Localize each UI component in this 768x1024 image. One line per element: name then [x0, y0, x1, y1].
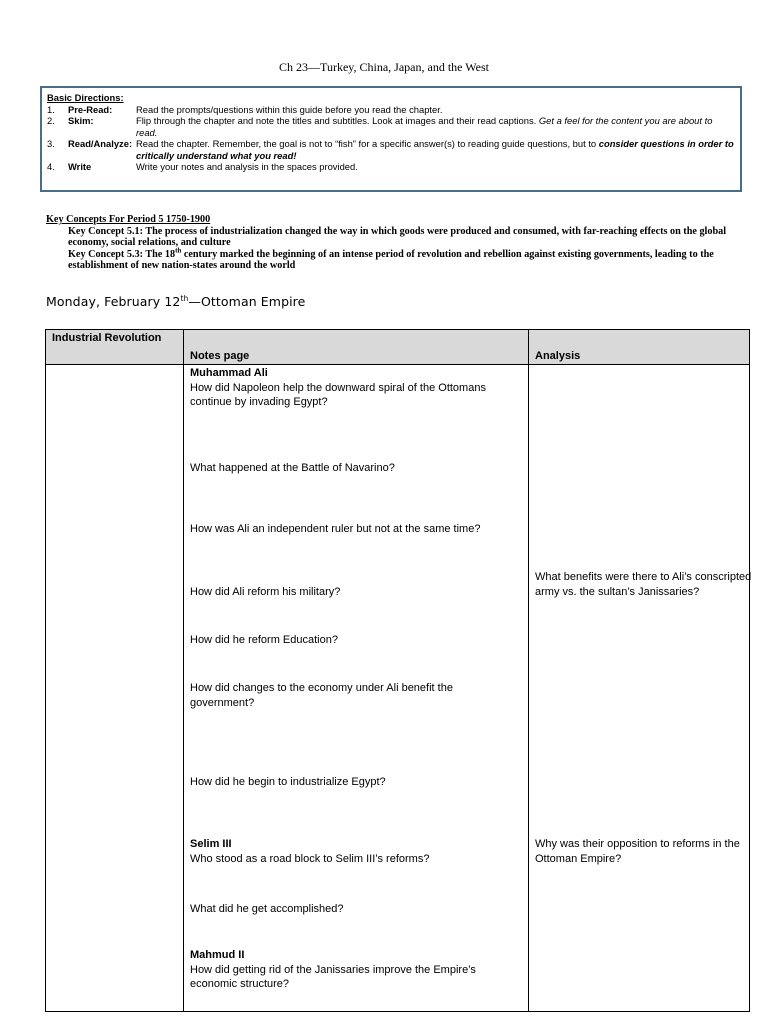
table-header-row — [46, 330, 750, 365]
key-concept-5-3 — [46, 246, 736, 272]
concept-text: Key Concept 5.3: The 18 — [68, 248, 176, 260]
step-label: Write — [68, 161, 92, 172]
step-number: 3. — [47, 138, 55, 149]
question-text: How did getting rid of the Janissaries improve the Empire’s economic structure? — [190, 963, 476, 990]
question-text: How did he reform Education? — [190, 634, 338, 646]
step-text-plain: Flip through the chapter and note the titles and subtitles. Look at images and their read captions. — [136, 115, 537, 126]
question-block — [190, 902, 508, 917]
directions-heading: Basic Directions: — [47, 92, 124, 103]
question-block — [190, 585, 508, 600]
question-block — [190, 461, 508, 476]
analysis-cell[interactable] — [529, 365, 750, 1012]
question-text: What happened at the Battle of Navarino? — [190, 462, 395, 474]
section-heading: Selim III — [190, 838, 232, 850]
key-concepts-heading: Key Concepts For Period 5 1750-1900 — [46, 214, 211, 225]
step-text: Write your notes and analysis in the spaces provided. — [136, 161, 358, 172]
date-text: Monday, February 12 — [46, 294, 181, 310]
question-block — [190, 366, 508, 410]
document-title: Ch 23—Turkey, China, Japan, and the West — [279, 60, 489, 74]
question-block — [190, 522, 508, 537]
direction-step — [47, 104, 734, 116]
key-concepts-section — [46, 214, 736, 272]
date-heading — [46, 294, 305, 309]
question-text: How did he begin to industrialize Egypt? — [190, 776, 386, 788]
header-notes-page: Notes page — [184, 330, 529, 365]
question-block — [190, 775, 508, 790]
analysis-question: What benefits were there to Ali’s conscripted army vs. the sultan’s Janissaries? — [535, 571, 752, 598]
concept-text: century marked the beginning of an intense period of revolution and rebellion against existing governments, leading to the establishment of new nation-states around the world — [68, 248, 714, 272]
industrial-revolution-cell[interactable] — [46, 365, 184, 1012]
question-block — [190, 633, 508, 648]
question-text: How did Ali reform his military? — [190, 586, 341, 598]
step-label: Pre-Read: — [68, 103, 113, 115]
concept-superscript: th — [175, 246, 182, 255]
step-text: Read the prompts/questions within this guide before you read the chapter. — [136, 103, 443, 115]
direction-step — [47, 115, 734, 138]
question-block — [190, 948, 508, 992]
step-text-italic: Get a feel for the content you are about to read. — [136, 115, 713, 138]
question-text: What did he get accomplished? — [190, 903, 344, 915]
table-body-row — [46, 365, 750, 1012]
step-text-plain: Read the chapter. Remember, the goal is not to “fish” for a specific answer(s) to reading guide questions, but to — [136, 138, 597, 149]
question-text: How was Ali an independent ruler but not at the same time? — [190, 523, 481, 535]
notes-cell[interactable] — [184, 365, 529, 1012]
step-text — [136, 115, 734, 138]
analysis-question: Why was their opposition to reforms in the Ottoman Empire? — [535, 838, 740, 865]
basic-directions-box — [40, 86, 742, 192]
section-heading: Muhammad Ali — [190, 367, 268, 379]
direction-step — [47, 161, 734, 173]
step-text-bold-italic: consider questions in order to critically understand what you read! — [136, 138, 734, 161]
date-superscript: th — [180, 294, 189, 303]
step-label: Read/Analyze: — [68, 138, 133, 149]
step-text — [136, 138, 734, 161]
key-concept-5-1: Key Concept 5.1: The process of industrialization changed the way in which goods were produced and consumed, with far-reaching effects on the global economy, social relations, and culture — [68, 225, 727, 249]
header-industrial-revolution: Industrial Revolution — [46, 330, 184, 365]
question-text: Who stood as a road block to Selim III’s reforms? — [190, 852, 430, 865]
section-heading: Mahmud II — [190, 949, 245, 961]
question-block — [190, 837, 508, 866]
question-block — [190, 681, 508, 710]
header-analysis: Analysis — [529, 330, 750, 365]
notes-table — [45, 329, 750, 1012]
direction-step — [47, 138, 734, 161]
step-number: 2. — [47, 115, 55, 126]
question-text: How did changes to the economy under Ali benefit the government? — [190, 682, 453, 709]
step-number: 4. — [47, 161, 55, 172]
step-number: 1. — [47, 103, 55, 115]
step-label: Skim: — [68, 115, 94, 126]
date-topic: —Ottoman Empire — [188, 294, 306, 310]
question-text: How did Napoleon help the downward spiral of the Ottomans continue by invading Egypt? — [190, 381, 486, 408]
